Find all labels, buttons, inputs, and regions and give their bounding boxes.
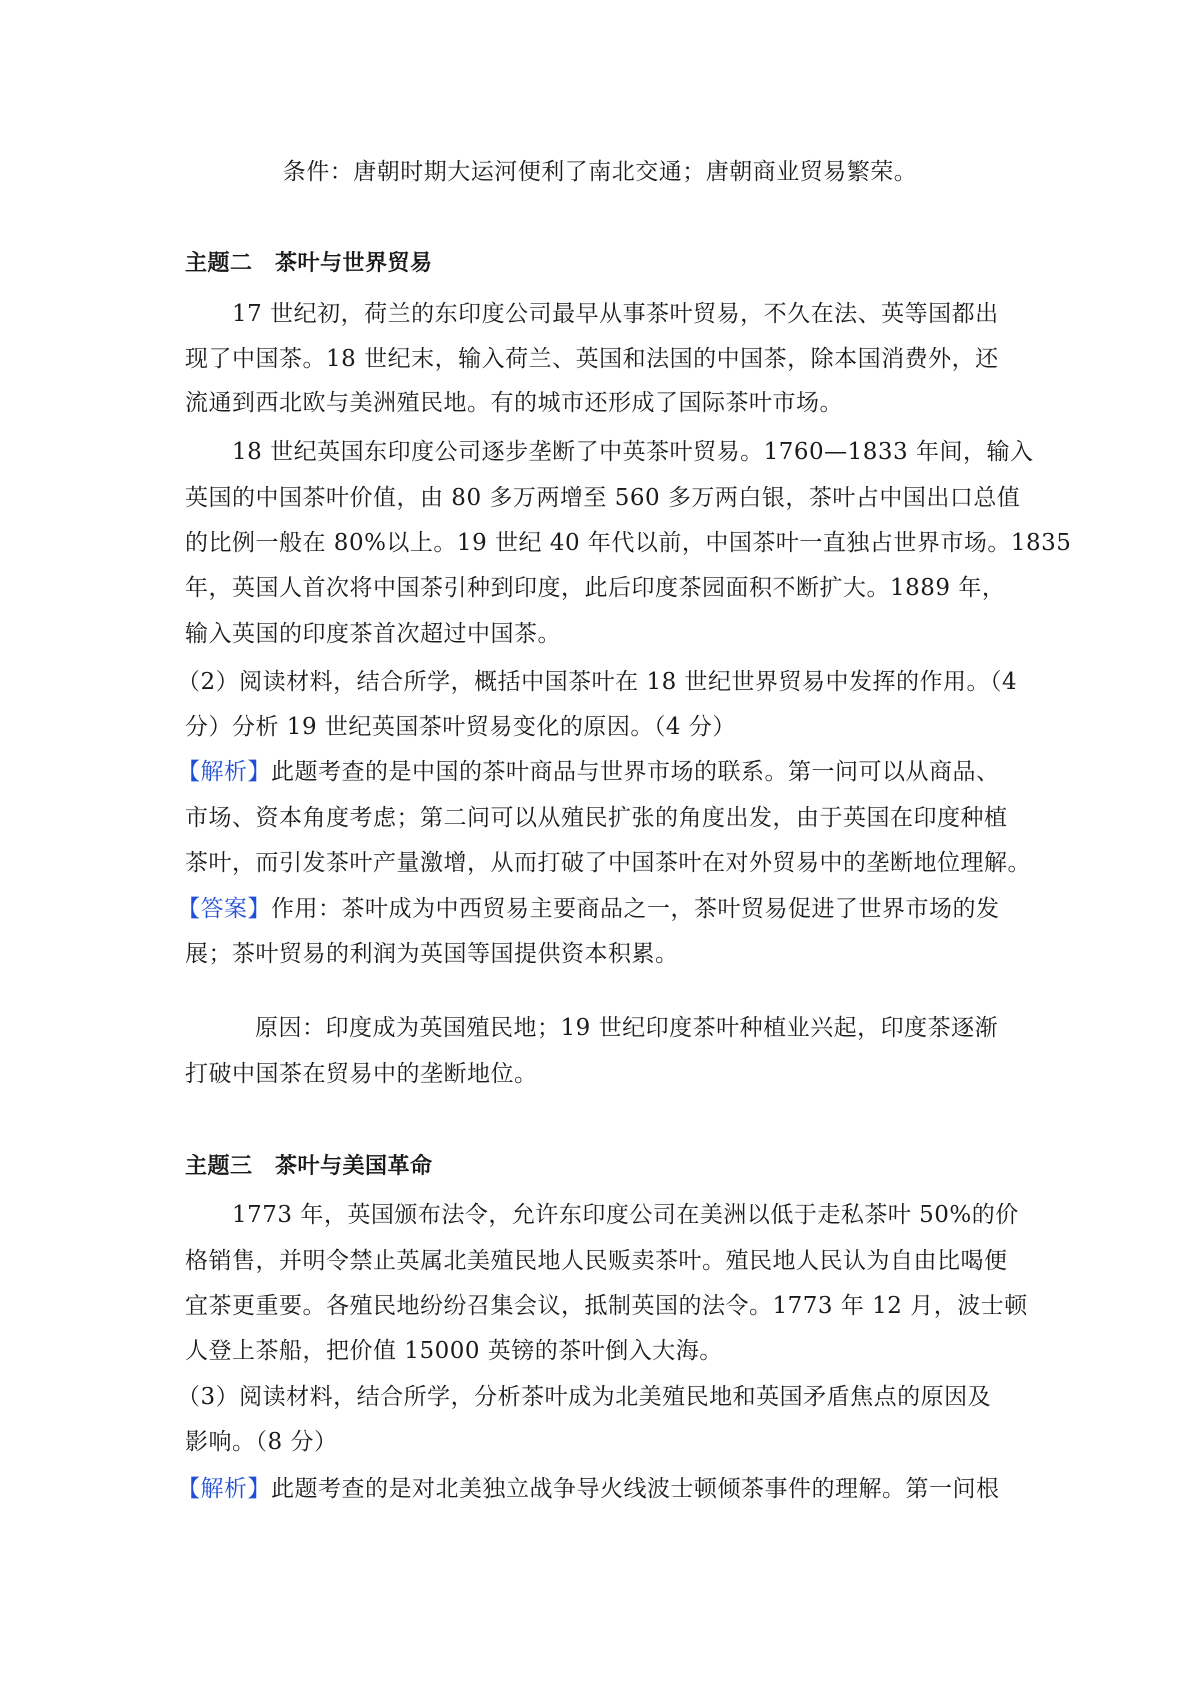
analysis-tag: 【解析】	[177, 759, 271, 785]
theme3-p1-line: 宜茶更重要。各殖民地纷纷召集会议，抵制英国的法令。1773 年 12 月，波士顿	[185, 1293, 1028, 1319]
theme2-reason-line: 原因：印度成为英国殖民地；19 世纪印度茶叶种植业兴起，印度茶逐渐	[255, 1015, 999, 1041]
theme3-analysis-line	[177, 1472, 1000, 1506]
theme2-p2-line: 年，英国人首次将中国茶引种到印度，此后印度茶园面积不断扩大。1889 年，	[185, 575, 1006, 601]
answer-tag: 【答案】	[177, 896, 271, 922]
theme2-answer-line	[177, 892, 1000, 926]
theme2-analysis-line: 茶叶，而引发茶叶产量激增，从而打破了中国茶叶在对外贸易中的垄断地位理解。	[185, 850, 1031, 876]
theme2-p1-line: 流通到西北欧与美洲殖民地。有的城市还形成了国际茶叶市场。	[185, 390, 843, 416]
theme3-question-line: （3）阅读材料，结合所学，分析茶叶成为北美殖民地和英国矛盾焦点的原因及	[177, 1384, 992, 1410]
theme3-question-line: 影响。（8 分）	[185, 1429, 338, 1455]
theme2-p1-line: 现了中国茶。18 世纪末，输入荷兰、英国和法国的中国茶，除本国消费外，还	[185, 346, 999, 372]
theme2-question-line: 分）分析 19 世纪英国茶叶贸易变化的原因。（4 分）	[185, 714, 736, 740]
theme3-p1-line: 人登上茶船，把价值 15000 英镑的茶叶倒入大海。	[185, 1338, 723, 1364]
theme2-analysis-line: 市场、资本角度考虑；第二问可以从殖民扩张的角度出发，由于英国在印度种植	[185, 805, 1008, 831]
theme3-p1-line: 格销售，并明令禁止英属北美殖民地人民贩卖茶叶。殖民地人民认为自由比喝便	[185, 1248, 1008, 1274]
theme2-answer-line: 展；茶叶贸易的利润为英国等国提供资本积累。	[185, 941, 679, 967]
theme2-heading: 主题二 茶叶与世界贸易	[185, 251, 433, 276]
theme2-p2-line: 英国的中国茶叶价值，由 80 多万两增至 560 多万两白银，茶叶占中国出口总值	[185, 485, 1021, 511]
theme2-p2-line: 输入英国的印度茶首次超过中国茶。	[185, 621, 561, 647]
theme2-p2-line: 的比例一般在 80%以上。19 世纪 40 年代以前，中国茶叶一直独占世界市场。1835	[185, 530, 1072, 556]
analysis-text: 此题考查的是中国的茶叶商品与世界市场的联系。第一问可以从商品、	[271, 759, 1000, 785]
condition-line: 条件：唐朝时期大运河便利了南北交通；唐朝商业贸易繁荣。	[282, 159, 918, 185]
theme2-analysis-line	[177, 755, 1000, 789]
analysis-tag: 【解析】	[177, 1476, 271, 1502]
theme3-heading: 主题三 茶叶与美国革命	[185, 1154, 433, 1179]
theme2-question-line: （2）阅读材料，结合所学，概括中国茶叶在 18 世纪世界贸易中发挥的作用。（4	[177, 669, 1018, 695]
answer-text: 作用：茶叶成为中西贸易主要商品之一，茶叶贸易促进了世界市场的发	[271, 896, 1000, 922]
analysis-text: 此题考查的是对北美独立战争导火线波士顿倾茶事件的理解。第一问根	[271, 1476, 1000, 1502]
theme2-p1-line: 17 世纪初，荷兰的东印度公司最早从事茶叶贸易，不久在法、英等国都出	[232, 301, 999, 327]
theme3-p1-line: 1773 年，英国颁布法令，允许东印度公司在美洲以低于走私茶叶 50%的价	[232, 1202, 1019, 1228]
theme2-reason-line: 打破中国茶在贸易中的垄断地位。	[185, 1061, 538, 1087]
theme2-p2-line: 18 世纪英国东印度公司逐步垄断了中英茶叶贸易。1760—1833 年间，输入	[232, 439, 1034, 465]
